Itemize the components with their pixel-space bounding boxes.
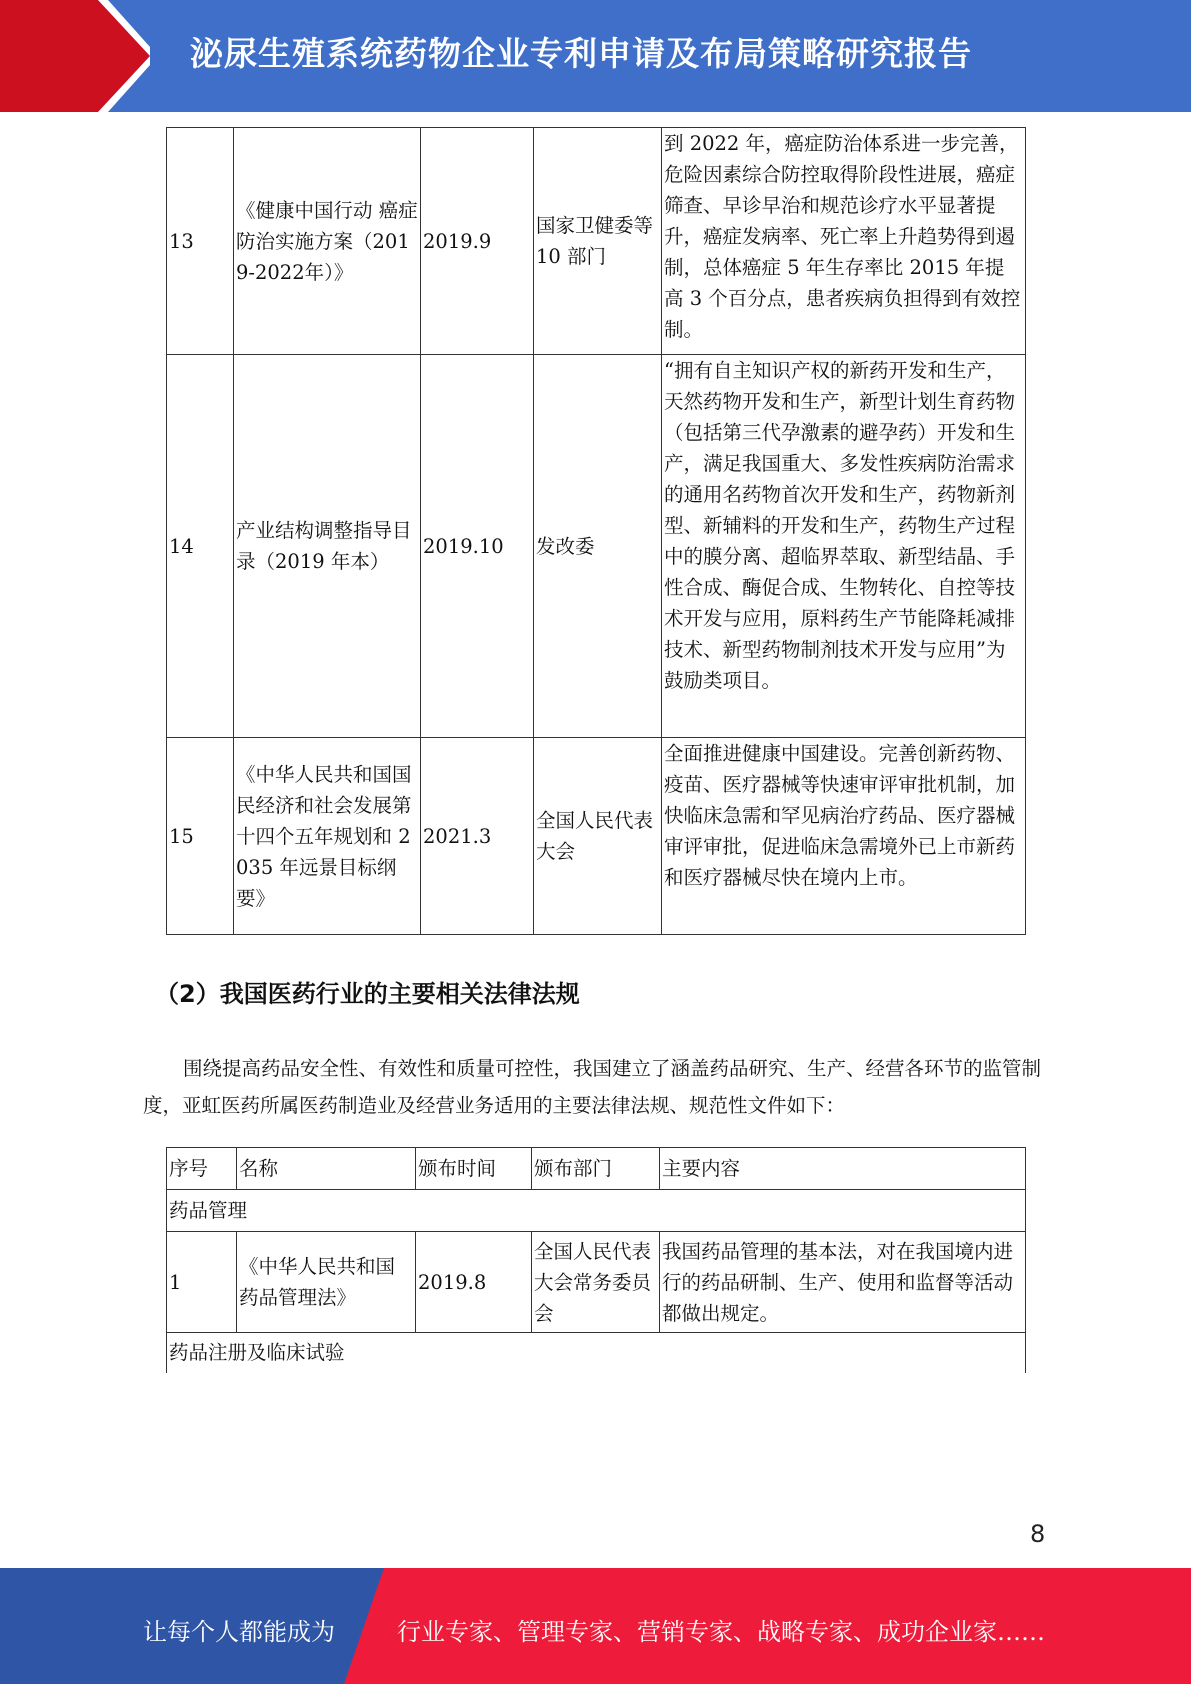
header-chevron-icon <box>0 0 150 112</box>
group-row <box>167 1333 1026 1373</box>
group-label: 药品管理 <box>167 1190 1026 1232</box>
header-dept: 颁布部门 <box>532 1148 660 1190</box>
issue-date: 2019.8 <box>416 1232 532 1333</box>
footer-banner <box>0 1568 1191 1684</box>
law-content: 我国药品管理的基本法，对在我国境内进行的药品研制、生产、使用和监督等活动都做出规定。 <box>660 1232 1026 1333</box>
policy-content: 全面推进健康中国建设。完善创新药物、疫苗、医疗器械等快速审评审批机制，加快临床急需和罕见病治疗药品、医疗器械审评审批，促进临床急需境外已上市新药和医疗器械尽快在境内上市。 <box>662 738 1026 935</box>
issuing-dept: 发改委 <box>534 355 662 738</box>
issue-date: 2019.9 <box>421 128 534 355</box>
page-number: 8 <box>1030 1520 1046 1548</box>
issue-date: 2021.3 <box>421 738 534 935</box>
law-name: 《中华人民共和国药品管理法》 <box>237 1232 416 1333</box>
header-no: 序号 <box>167 1148 237 1190</box>
policy-table <box>166 127 1026 935</box>
row-number: 14 <box>167 355 234 738</box>
issuing-dept: 全国人民代表大会 <box>534 738 662 935</box>
header-content: 主要内容 <box>660 1148 1026 1190</box>
header-banner <box>0 0 1191 112</box>
policy-content: 到 2022 年，癌症防治体系进一步完善，危险因素综合防控取得阶段性进展，癌症筛查、早诊早治和规范诊疗水平显著提升，癌症发病率、死亡率上升趋势得到遏制，总体癌症 5 年生存率比 2015 年提高 3 个百分点，患者疾病负担得到有效控制。 <box>662 128 1026 355</box>
row-number: 15 <box>167 738 234 935</box>
issuing-dept: 全国人民代表大会常务委员会 <box>532 1232 660 1333</box>
group-row <box>167 1190 1026 1232</box>
policy-name: 《健康中国行动 癌症防治实施方案（2019-2022年）》 <box>234 128 421 355</box>
footer-slogan-right: 行业专家、管理专家、营销专家、战略专家、成功企业家…… <box>397 1618 1045 1646</box>
group-label: 药品注册及临床试验 <box>167 1333 1026 1373</box>
issue-date: 2019.10 <box>421 355 534 738</box>
table-row <box>167 355 1026 738</box>
footer-slogan-left: 让每个人都能成为 <box>143 1618 335 1646</box>
policy-content: “拥有自主知识产权的新药开发和生产，天然药物开发和生产，新型计划生育药物（包括第三代孕激素的避孕药）开发和生产，满足我国重大、多发性疾病防治需求的通用名药物首次开发和生产，药物新剂型、新辅料的开发和生产，药物生产过程中的膜分离、超临界萃取、新型结晶、手性合成、酶促合成、生物转化、自控等技术开发与应用，原料药生产节能降耗减排技术、新型药物制剂技术开发与应用”为鼓励类项目。 <box>662 355 1026 738</box>
issuing-dept: 国家卫健委等 10 部门 <box>534 128 662 355</box>
policy-name: 产业结构调整指导目录（2019 年本） <box>234 355 421 738</box>
regulation-table <box>166 1147 1026 1373</box>
report-title: 泌尿生殖系统药物企业专利申请及布局策略研究报告 <box>190 34 972 73</box>
table-row <box>167 1232 1026 1333</box>
table-header-row <box>167 1148 1026 1190</box>
header-date: 颁布时间 <box>416 1148 532 1190</box>
table-row <box>167 738 1026 935</box>
row-number: 13 <box>167 128 234 355</box>
row-number: 1 <box>167 1232 237 1333</box>
intro-paragraph: 围绕提高药品安全性、有效性和质量可控性，我国建立了涵盖药品研究、生产、经营各环节的监管制度，亚虹医药所属医药制造业及经营业务适用的主要法律法规、规范性文件如下： <box>143 1057 1042 1117</box>
section-heading: （2）我国医药行业的主要相关法律法规 <box>155 980 580 1008</box>
table-row <box>167 128 1026 355</box>
header-name: 名称 <box>237 1148 416 1190</box>
policy-name: 《中华人民共和国国民经济和社会发展第十四个五年规划和 2035 年远景目标纲要》 <box>234 738 421 935</box>
